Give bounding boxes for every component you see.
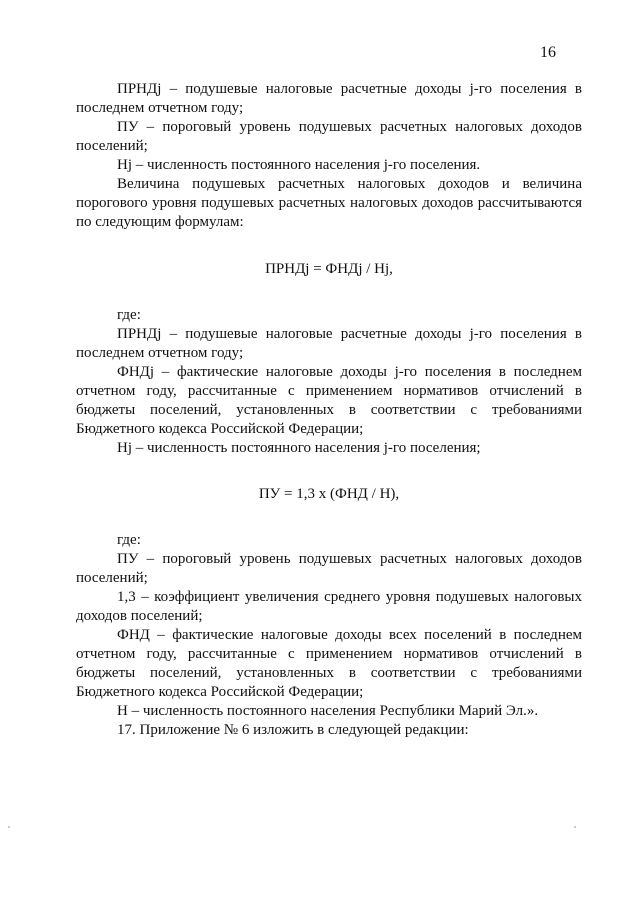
scan-speck bbox=[574, 826, 576, 828]
item-17: 17. Приложение № 6 изложить в следующей редакции: bbox=[117, 722, 469, 738]
definition-fndj: ФНДj – фактические налоговые доходы j-го поселения в последнем отчетном году, рассчитанные с применением нормативов отчислений в бюджеты поселений, установленных в соответствии с требованиями Бюджетного кодекса Российской Федерации; bbox=[76, 364, 582, 437]
definition-pu: ПУ – пороговый уровень подушевых расчетных налоговых доходов поселений; bbox=[76, 119, 582, 154]
formulas-intro: Величина подушевых расчетных налоговых доходов и величина порогового уровня подушевых расчетных налоговых доходов рассчитываются по следующим формулам: bbox=[76, 176, 582, 230]
definition-coefficient: 1,3 – коэффициент увеличения среднего уровня подушевых налоговых доходов поселений; bbox=[76, 589, 582, 624]
where-label-2: где: bbox=[117, 532, 141, 548]
definition-nj: Нj – численность постоянного населения j-го поселения. bbox=[117, 157, 481, 173]
scan-speck bbox=[8, 826, 10, 828]
page-number: 16 bbox=[540, 44, 556, 61]
where-label: где: bbox=[117, 307, 141, 323]
definition-fnd: ФНД – фактические налоговые доходы всех поселений в последнем отчетном году, рассчитанные с применением нормативов отчислений в бюджеты поселений, установленных в соответствии с требованиями Бюджетного кодекса Российской Федерации; bbox=[76, 627, 582, 700]
formula-prndj: ПРНДj = ФНДj / Нj, bbox=[265, 261, 393, 277]
definition-n: Н – численность постоянного населения Республики Марий Эл.». bbox=[117, 703, 539, 719]
formula-pu: ПУ = 1,3 х (ФНД / Н), bbox=[258, 486, 400, 502]
definition-prndj-2: ПРНДj – подушевые налоговые расчетные доходы j-го поселения в последнем отчетном году; bbox=[76, 326, 582, 361]
document-body bbox=[76, 80, 582, 740]
definition-prndj: ПРНДj – подушевые налоговые расчетные доходы j-го поселения в последнем отчетном году; bbox=[76, 81, 582, 116]
definition-pu-2: ПУ – пороговый уровень подушевых расчетных налоговых доходов поселений; bbox=[76, 551, 582, 586]
definition-nj-2: Нj – численность постоянного населения j-го поселения; bbox=[117, 440, 481, 456]
